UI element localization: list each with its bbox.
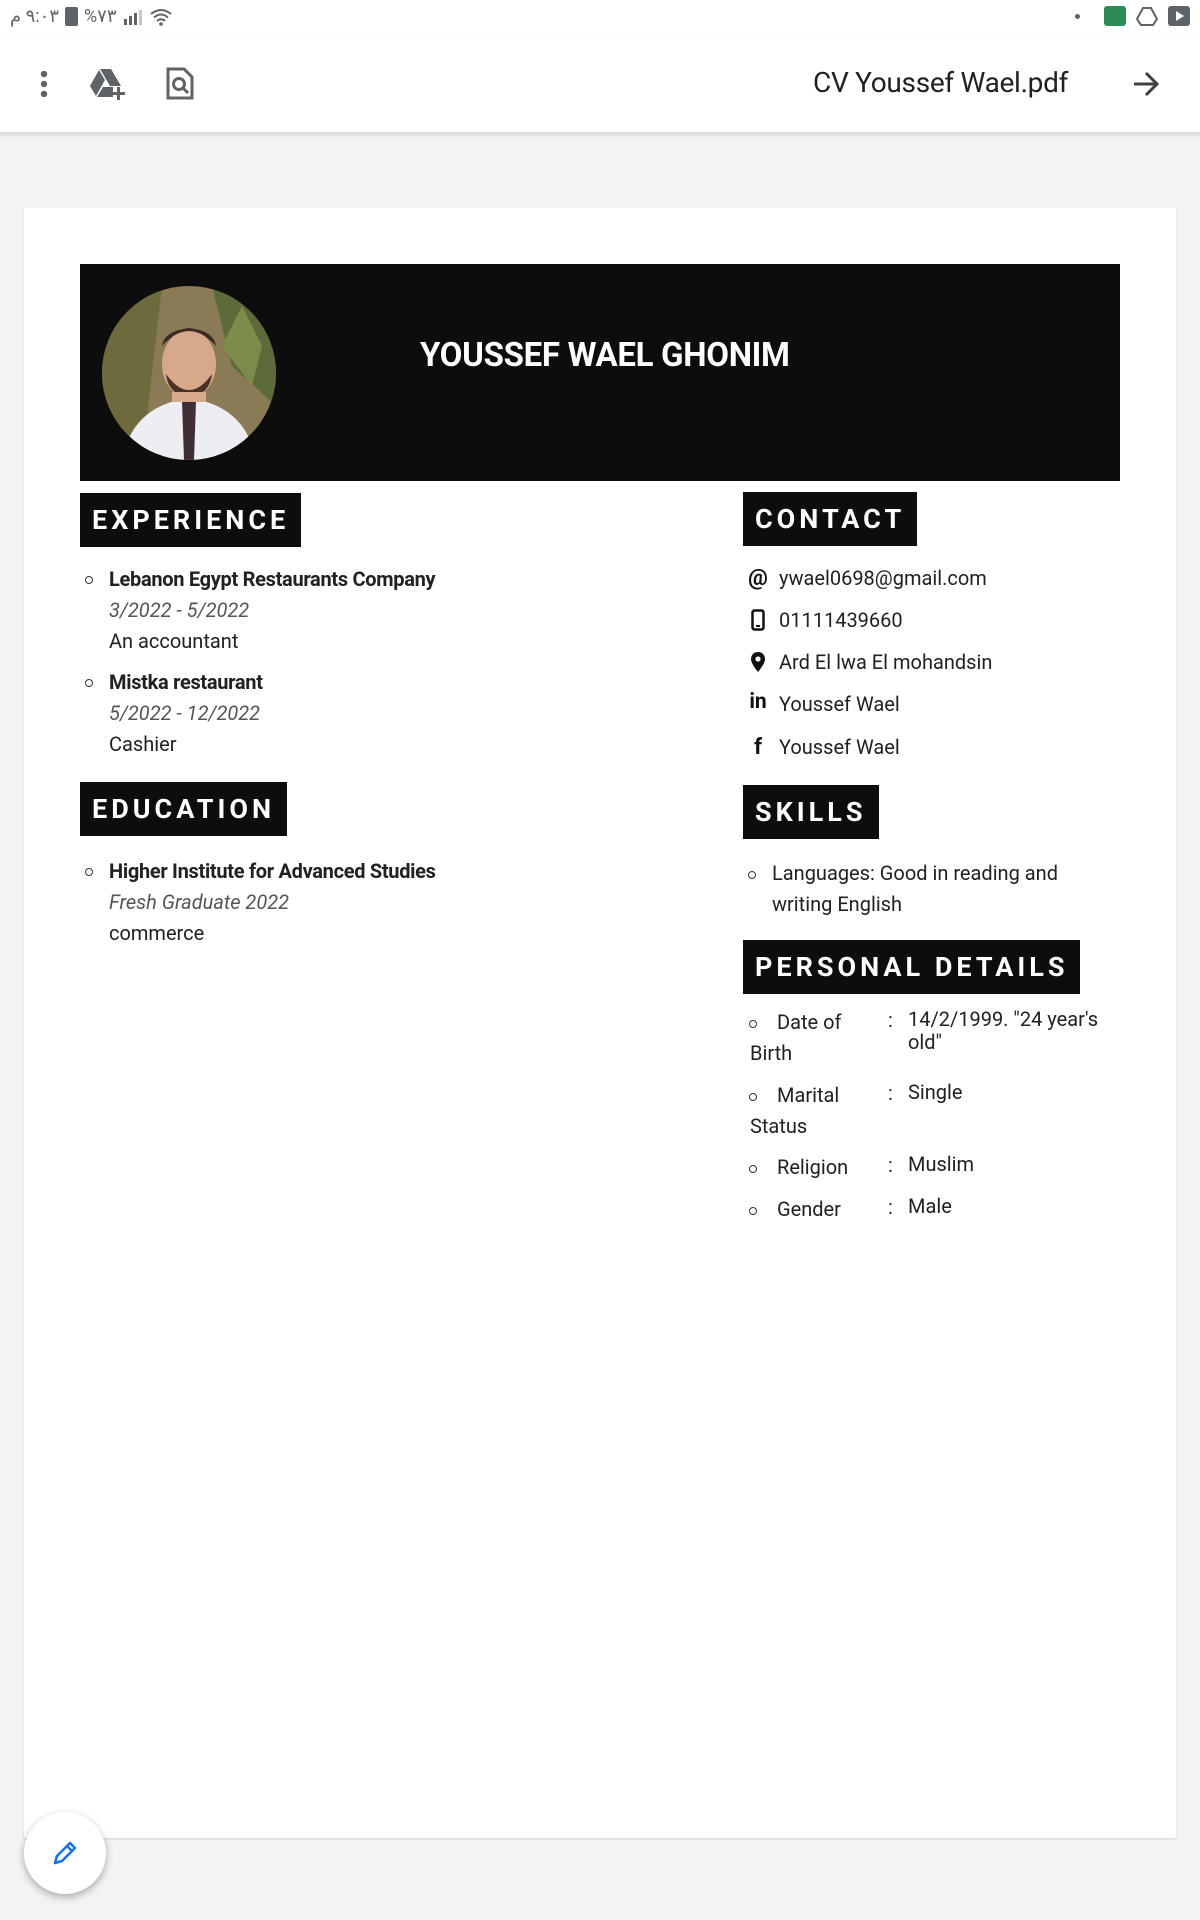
experience-heading: EXPERIENCE	[80, 493, 301, 547]
detail-separator: :	[888, 1008, 893, 1032]
detail-value: Male	[908, 1194, 952, 1218]
more-options-button[interactable]	[22, 62, 66, 106]
detail-value-cont: old"	[908, 1030, 942, 1054]
wifi-icon	[149, 8, 173, 26]
experience-dates: 5/2022 - 12/2022	[109, 701, 261, 725]
youtube-icon	[1168, 6, 1190, 26]
experience-org: Mistka restaurant	[109, 670, 263, 694]
more-vert-icon	[40, 70, 48, 98]
battery-icon	[65, 7, 78, 26]
education-heading: EDUCATION	[80, 782, 287, 836]
list-bullet	[748, 871, 756, 879]
contact-address: Ard El lwa El mohandsin	[779, 650, 993, 674]
battery-level: %٧٣	[83, 6, 117, 27]
skills-heading: SKILLS	[743, 785, 879, 839]
add-to-drive-icon	[89, 67, 127, 101]
education-institution: Higher Institute for Advanced Studies	[109, 859, 436, 883]
quran-app-icon	[1104, 6, 1126, 26]
experience-role: Cashier	[109, 732, 177, 756]
status-right	[1075, 6, 1190, 26]
arrow-forward-icon	[1132, 71, 1160, 97]
find-in-document-icon	[165, 67, 195, 101]
profile-photo-image	[102, 286, 276, 460]
detail-label: Religion	[777, 1155, 849, 1179]
status-time: ٩:٠٣ م	[10, 6, 59, 27]
contact-phone: 01111439660	[779, 608, 903, 632]
drive-notification-icon	[1136, 6, 1158, 26]
edit-fab-button[interactable]	[24, 1812, 106, 1894]
file-title: CV Youssef Wael.pdf	[813, 66, 1068, 99]
list-bullet	[85, 576, 93, 584]
detail-label: Marital	[777, 1083, 840, 1107]
list-bullet	[749, 1093, 757, 1101]
experience-org: Lebanon Egypt Restaurants Company	[109, 567, 436, 591]
edit-pencil-icon	[50, 1838, 80, 1868]
detail-value: 14/2/1999. "24 year's	[908, 1007, 1099, 1031]
contact-email: ywael0698@gmail.com	[779, 566, 987, 590]
detail-label: Gender	[777, 1197, 841, 1221]
detail-label-cont: Birth	[750, 1041, 793, 1065]
education-field: commerce	[109, 921, 205, 945]
detail-value: Single	[908, 1080, 963, 1104]
detail-label-cont: Status	[750, 1114, 808, 1138]
status-left	[10, 6, 173, 27]
open-with-button[interactable]	[1124, 62, 1168, 106]
list-bullet	[85, 868, 93, 876]
cv-header	[80, 264, 1120, 481]
experience-dates: 3/2022 - 5/2022	[109, 598, 250, 622]
phone-icon	[746, 608, 770, 632]
detail-separator: :	[888, 1153, 893, 1177]
detail-value: Muslim	[908, 1152, 975, 1176]
detail-separator: :	[888, 1195, 893, 1219]
at-icon: @	[748, 565, 768, 591]
education-dates: Fresh Graduate 2022	[109, 890, 290, 914]
viewer-toolbar	[0, 36, 1200, 134]
linkedin-icon: in	[749, 690, 767, 714]
add-to-drive-button[interactable]	[86, 62, 130, 106]
facebook-icon: f	[754, 734, 762, 760]
profile-photo	[102, 286, 276, 460]
location-pin-icon	[746, 650, 770, 674]
detail-separator: :	[888, 1081, 893, 1105]
list-bullet	[749, 1207, 757, 1215]
signal-icon	[123, 9, 143, 25]
contact-heading: CONTACT	[743, 492, 917, 546]
candidate-name: YOUSSEF WAEL GHONIM	[420, 336, 790, 375]
list-bullet	[749, 1020, 757, 1028]
contact-linkedin: Youssef Wael	[779, 692, 900, 716]
personal-details-heading: PERSONAL DETAILS	[743, 940, 1080, 994]
list-bullet	[85, 679, 93, 687]
skills-languages-line1: Languages: Good in reading and	[772, 861, 1058, 885]
skills-languages-line2: writing English	[772, 892, 903, 916]
experience-role: An accountant	[109, 629, 239, 653]
contact-facebook: Youssef Wael	[779, 735, 900, 759]
pdf-page	[24, 208, 1176, 1838]
status-bar	[0, 0, 1200, 36]
detail-label: Date of	[777, 1010, 842, 1034]
notification-dot-icon	[1075, 14, 1080, 19]
find-in-document-button[interactable]	[158, 62, 202, 106]
list-bullet	[749, 1165, 757, 1173]
